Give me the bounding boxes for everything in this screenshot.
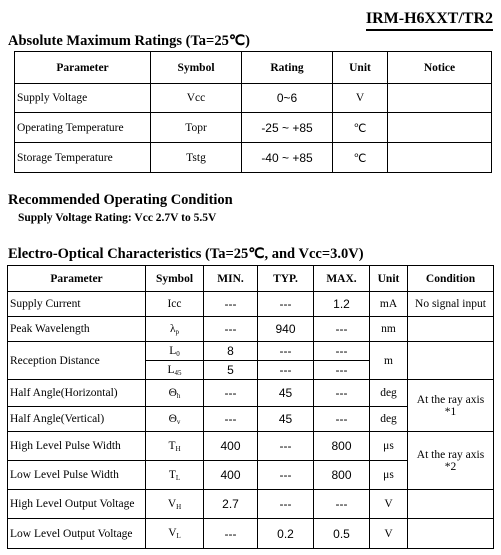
eoc-param: Half Angle(Vertical) xyxy=(8,407,146,432)
eoc-condition xyxy=(408,519,494,549)
eoc-symbol: $L_{45}$ xyxy=(146,361,204,380)
eoc-unit: deg xyxy=(370,380,408,407)
eoc-max: --- xyxy=(314,407,370,432)
eoc-symbol: $\lambda_p$ xyxy=(146,317,204,342)
eoc-typ: --- xyxy=(258,361,314,380)
electro-optical-table xyxy=(7,265,494,549)
table-row xyxy=(8,380,494,407)
eoc-symbol: $V_H$ xyxy=(146,490,204,519)
eoc-param: High Level Pulse Width xyxy=(8,432,146,461)
eoc-typ: 45 xyxy=(258,380,314,407)
eoc-header-symbol: Symbol xyxy=(146,266,204,292)
absolute-max-ratings-table xyxy=(14,51,492,173)
eoc-typ: --- xyxy=(258,490,314,519)
roc-subline: Supply Voltage Rating: Vcc 2.7V to 5.5V xyxy=(18,212,217,224)
eoc-condition: At the ray axis *1 xyxy=(408,380,494,432)
table-row xyxy=(8,490,494,519)
table-row xyxy=(15,113,492,143)
amr-symbol: Topr xyxy=(151,113,242,143)
eoc-unit: μs xyxy=(370,461,408,490)
eoc-min: --- xyxy=(204,292,258,317)
eoc-param: High Level Output Voltage xyxy=(8,490,146,519)
eoc-symbol: $T_H$ xyxy=(146,432,204,461)
table-row xyxy=(8,519,494,549)
eoc-min: 400 xyxy=(204,432,258,461)
eoc-unit: μs xyxy=(370,432,408,461)
amr-rating: 0~6 xyxy=(242,84,333,113)
eoc-max: --- xyxy=(314,342,370,361)
eoc-condition xyxy=(408,317,494,342)
eoc-max: --- xyxy=(314,380,370,407)
eoc-param: Reception Distance xyxy=(8,342,146,380)
eoc-unit: m xyxy=(370,342,408,380)
eoc-unit: deg xyxy=(370,407,408,432)
eoc-typ: --- xyxy=(258,461,314,490)
eoc-typ: 940 xyxy=(258,317,314,342)
eoc-param: Low Level Pulse Width xyxy=(8,461,146,490)
eoc-condition: At the ray axis *2 xyxy=(408,432,494,490)
amr-param: Operating Temperature xyxy=(15,113,151,143)
eoc-symbol: $\Theta_h$ xyxy=(146,380,204,407)
table-row xyxy=(8,317,494,342)
amr-unit: ℃ xyxy=(333,143,388,173)
eoc-typ: 0.2 xyxy=(258,519,314,549)
eoc-header-typ: TYP. xyxy=(258,266,314,292)
eoc-min: --- xyxy=(204,317,258,342)
table-row xyxy=(8,292,494,317)
eoc-symbol: $T_L$ xyxy=(146,461,204,490)
amr-heading: Absolute Maximum Ratings (Ta=25℃) xyxy=(8,33,250,49)
amr-notice xyxy=(388,84,492,113)
amr-param: Supply Voltage xyxy=(15,84,151,113)
eoc-max: --- xyxy=(314,490,370,519)
amr-rating: -40 ~ +85 xyxy=(242,143,333,173)
eoc-condition xyxy=(408,342,494,380)
eoc-min: 400 xyxy=(204,461,258,490)
eoc-min: 5 xyxy=(204,361,258,380)
amr-unit: ℃ xyxy=(333,113,388,143)
eoc-typ: --- xyxy=(258,292,314,317)
amr-header-notice: Notice xyxy=(388,52,492,84)
eoc-max: 800 xyxy=(314,432,370,461)
amr-header-symbol: Symbol xyxy=(151,52,242,84)
eoc-header-max: MAX. xyxy=(314,266,370,292)
eoc-max: 1.2 xyxy=(314,292,370,317)
eoc-unit: V xyxy=(370,490,408,519)
eoc-header-unit: Unit xyxy=(370,266,408,292)
eoc-typ: 45 xyxy=(258,407,314,432)
eoc-condition xyxy=(408,490,494,519)
eoc-min: --- xyxy=(204,519,258,549)
eoc-unit: nm xyxy=(370,317,408,342)
amr-header-parameter: Parameter xyxy=(15,52,151,84)
eoc-unit: mA xyxy=(370,292,408,317)
roc-heading: Recommended Operating Condition xyxy=(8,192,233,208)
part-number: IRM-H6XXT/TR2 xyxy=(366,10,493,31)
amr-header-rating: Rating xyxy=(242,52,333,84)
eoc-header-parameter: Parameter xyxy=(8,266,146,292)
eoc-header-min: MIN. xyxy=(204,266,258,292)
eoc-param: Peak Wavelength xyxy=(8,317,146,342)
eoc-symbol: $V_L$ xyxy=(146,519,204,549)
eoc-header-condition: Condition xyxy=(408,266,494,292)
amr-param: Storage Temperature xyxy=(15,143,151,173)
table-row xyxy=(15,84,492,113)
eoc-param: Low Level Output Voltage xyxy=(8,519,146,549)
table-row xyxy=(15,143,492,173)
eoc-max: 0.5 xyxy=(314,519,370,549)
eoc-max: --- xyxy=(314,317,370,342)
amr-notice xyxy=(388,113,492,143)
amr-notice xyxy=(388,143,492,173)
eoc-symbol: $L_0$ xyxy=(146,342,204,361)
eoc-min: 2.7 xyxy=(204,490,258,519)
eoc-min: --- xyxy=(204,407,258,432)
amr-symbol: Tstg xyxy=(151,143,242,173)
eoc-param: Supply Current xyxy=(8,292,146,317)
eoc-heading: Electro-Optical Characteristics (Ta=25℃, and Vcc=3.0V) xyxy=(8,246,364,262)
eoc-unit: V xyxy=(370,519,408,549)
eoc-typ: --- xyxy=(258,432,314,461)
eoc-max: 800 xyxy=(314,461,370,490)
eoc-symbol: $\Theta_v$ xyxy=(146,407,204,432)
table-row xyxy=(8,342,494,361)
eoc-symbol: Icc xyxy=(146,292,204,317)
eoc-max: --- xyxy=(314,361,370,380)
amr-symbol: Vcc xyxy=(151,84,242,113)
amr-unit: V xyxy=(333,84,388,113)
table-row xyxy=(8,432,494,461)
amr-header-unit: Unit xyxy=(333,52,388,84)
amr-rating: -25 ~ +85 xyxy=(242,113,333,143)
eoc-min: --- xyxy=(204,380,258,407)
eoc-condition: No signal input xyxy=(408,292,494,317)
eoc-min: 8 xyxy=(204,342,258,361)
eoc-typ: --- xyxy=(258,342,314,361)
eoc-param: Half Angle(Horizontal) xyxy=(8,380,146,407)
